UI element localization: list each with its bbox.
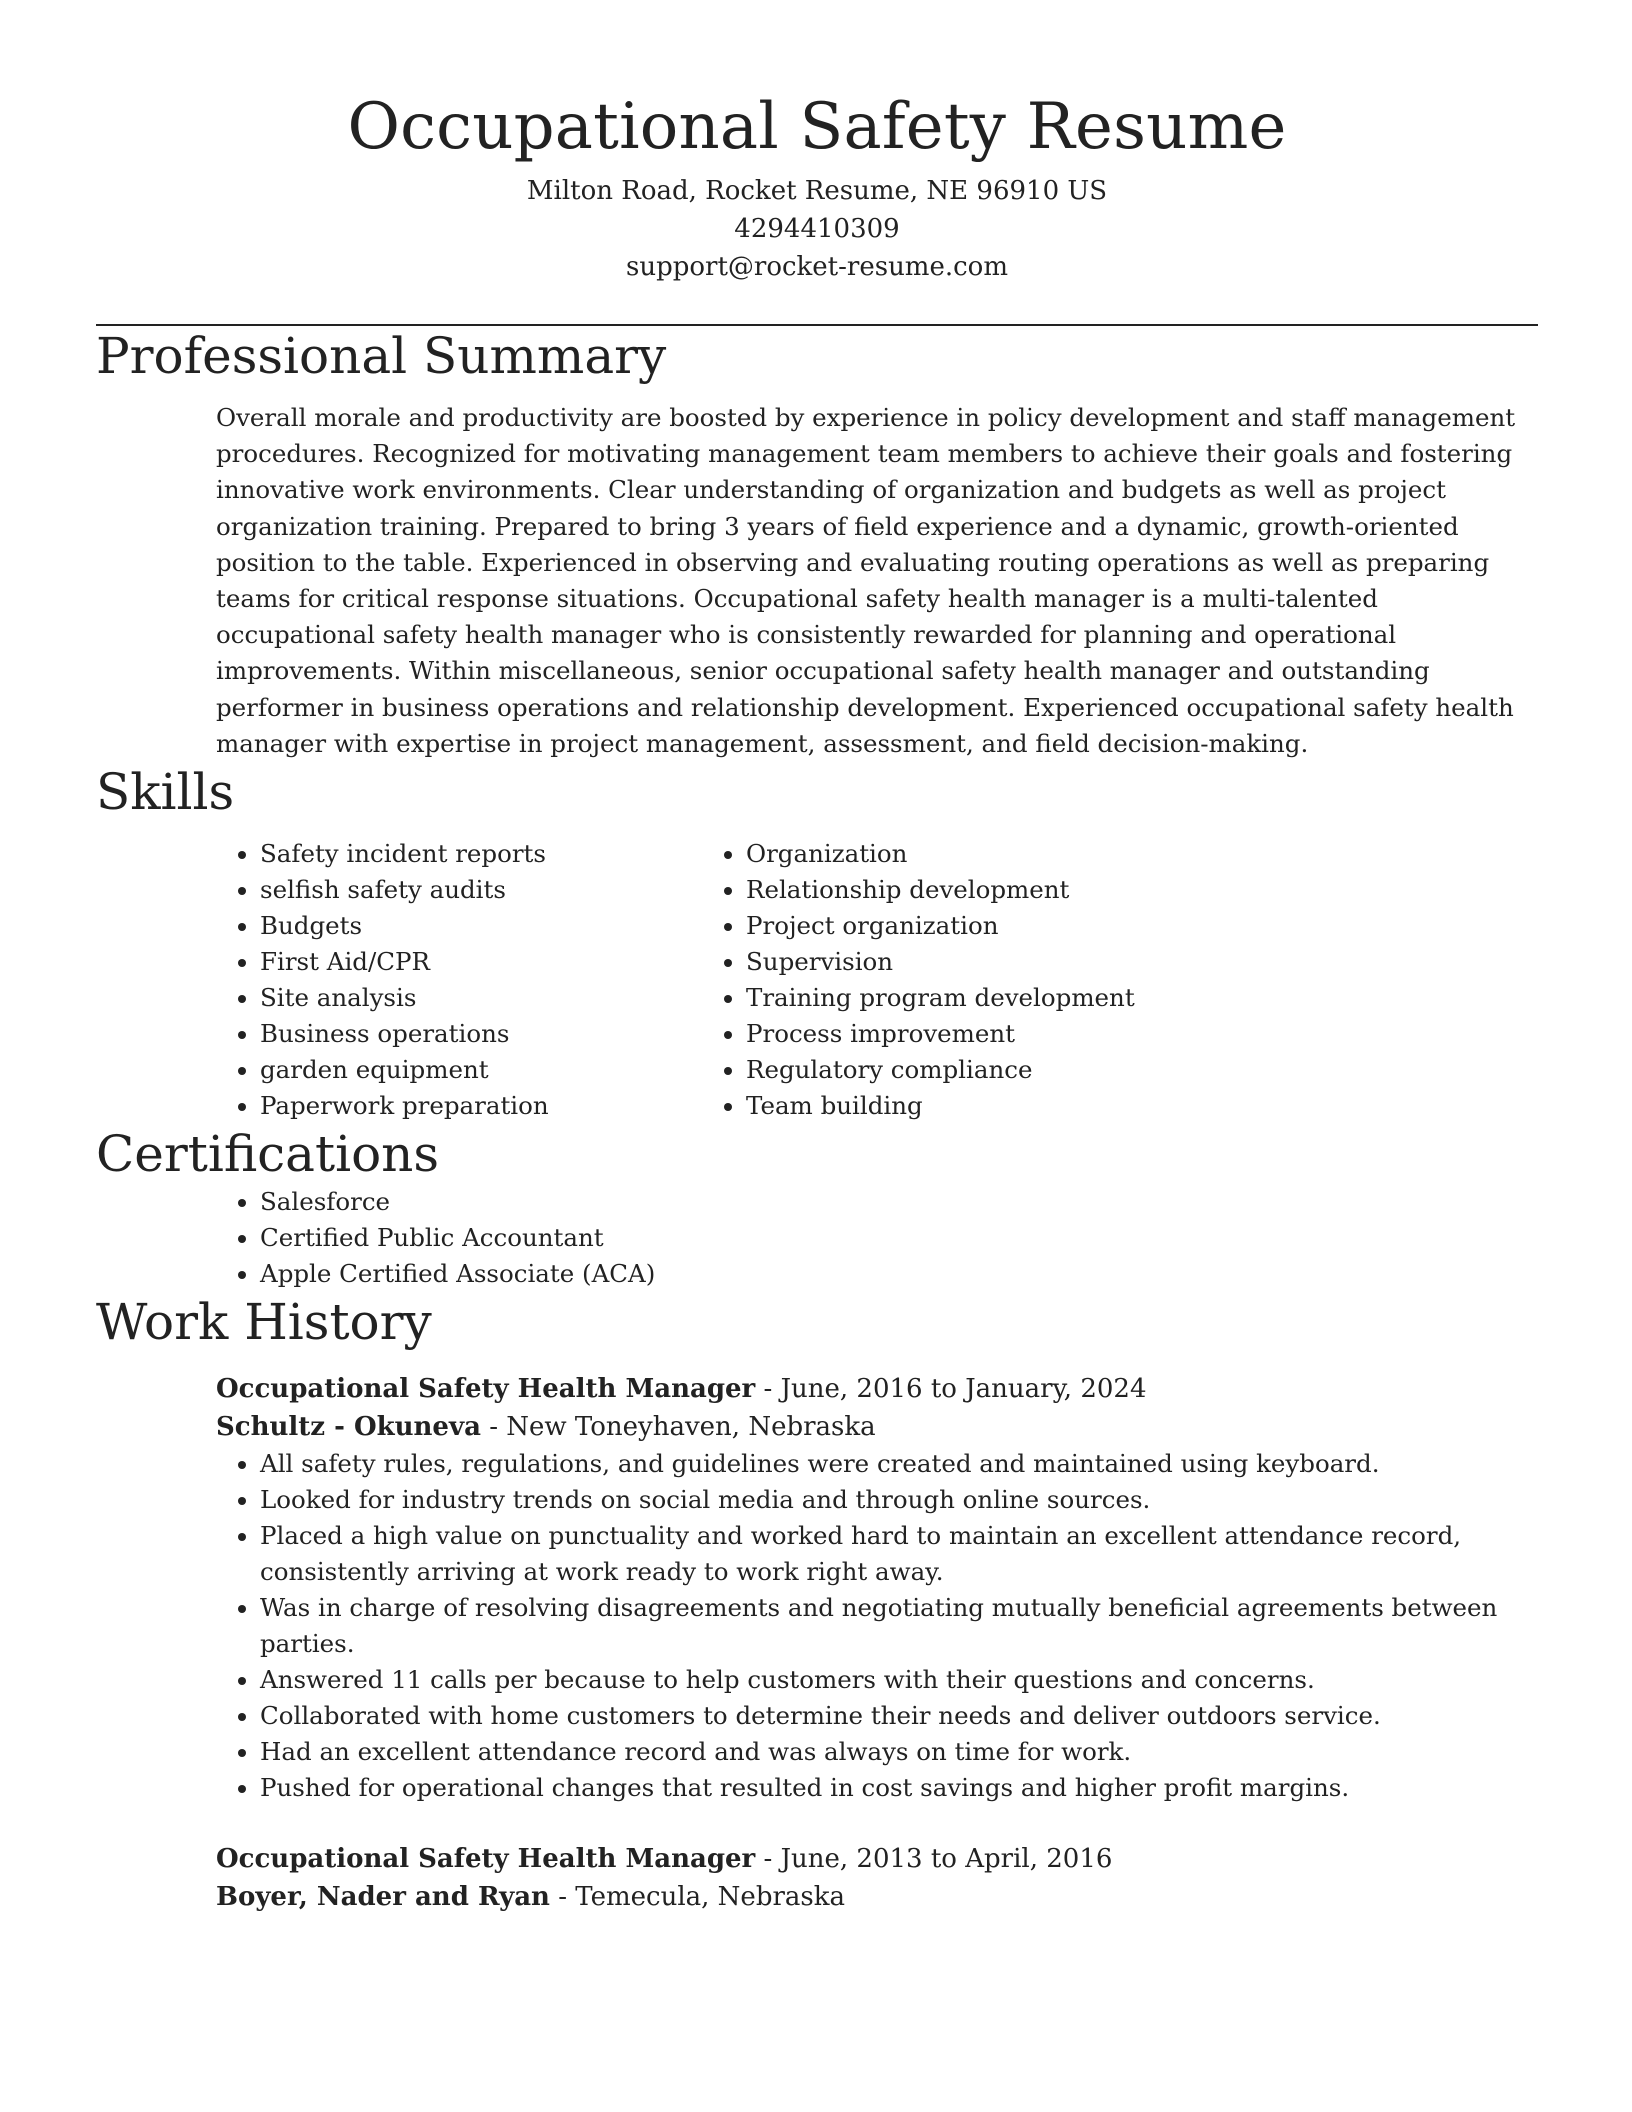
- skill-item: • Organization: [746, 836, 1234, 872]
- contact-address: Milton Road, Rocket Resume, NE 96910 US: [526, 176, 1108, 206]
- section-title-skills: Skills: [96, 763, 235, 822]
- skill-item: • Training program development: [746, 980, 1234, 1016]
- skills-list-right: [584, 836, 1234, 1124]
- skill-item: • Paperwork preparation: [260, 1088, 746, 1124]
- skills-columns: [96, 836, 1538, 1124]
- job-company: Boyer, Nader and Ryan: [216, 1882, 550, 1913]
- certification-item: • Apple Certified Associate (ACA): [260, 1256, 1538, 1292]
- skill-item: • Safety incident reports: [260, 836, 746, 872]
- section-title-summary: Professional Summary: [96, 327, 667, 385]
- job-duty-item: • Pushed for operational changes that resulted in cost savings and higher profit margins.: [260, 1770, 1538, 1806]
- job-title: Occupational Safety Health Manager: [216, 1844, 756, 1875]
- job-title-line: [216, 1840, 1538, 1878]
- job-company: Schultz - Okuneva: [216, 1412, 481, 1443]
- skill-item: • Project organization: [746, 908, 1234, 944]
- job-duty-item: • Answered 11 calls per because to help customers with their questions and concerns.: [260, 1662, 1538, 1698]
- resume-header: [96, 0, 1538, 286]
- job-duties-list: [216, 1446, 1538, 1806]
- skill-item: • garden equipment: [260, 1052, 746, 1088]
- job-title: Occupational Safety Health Manager: [216, 1374, 756, 1405]
- job-duty-item: • Looked for industry trends on social media and through online sources.: [260, 1482, 1538, 1518]
- skill-item: • First Aid/CPR: [260, 944, 746, 980]
- job-duty-item: • All safety rules, regulations, and guidelines were created and maintained using keyboard.: [260, 1446, 1538, 1482]
- job-separator: -: [480, 1412, 507, 1443]
- skill-item: • Team building: [746, 1088, 1234, 1124]
- job-entry: [216, 1370, 1538, 1806]
- skill-item: • Relationship development: [746, 872, 1234, 908]
- contact-email: support@rocket-resume.com: [625, 252, 1008, 282]
- job-duty-item: • Was in charge of resolving disagreements and negotiating mutually beneficial agreements between parties.: [260, 1590, 1538, 1662]
- job-duty-item: • Placed a high value on punctuality and worked hard to maintain an excellent attendance record, consistently arriving at work ready to work right away.: [260, 1518, 1538, 1590]
- section-title-work-history: Work History: [96, 1293, 432, 1352]
- job-separator: -: [549, 1882, 576, 1913]
- certification-item: • Certified Public Accountant: [260, 1220, 1538, 1256]
- skill-item: • Business operations: [260, 1016, 746, 1052]
- job-separator: -: [755, 1844, 781, 1875]
- job-entry: [216, 1840, 1538, 1916]
- job-company-line: [216, 1408, 1538, 1446]
- job-title-line: [216, 1370, 1538, 1408]
- resume-page: [96, 0, 1538, 1916]
- job-duty-item: • Collaborated with home customers to determine their needs and deliver outdoors service.: [260, 1698, 1538, 1734]
- contact-info: [96, 172, 1538, 286]
- skill-item: • Budgets: [260, 908, 746, 944]
- certification-item: • Salesforce: [260, 1184, 1538, 1220]
- skill-item: • Regulatory compliance: [746, 1052, 1234, 1088]
- skills-column-right: [584, 836, 1234, 1124]
- job-duty-item: • Had an excellent attendance record and was always on time for work.: [260, 1734, 1538, 1770]
- section-title-certifications: Certifications: [96, 1125, 440, 1184]
- skill-item: • selfish safety audits: [260, 872, 746, 908]
- job-location: New Toneyhaven, Nebraska: [506, 1412, 876, 1443]
- contact-phone: 4294410309: [734, 214, 900, 244]
- skill-item: • Site analysis: [260, 980, 746, 1016]
- skill-item: • Process improvement: [746, 1016, 1234, 1052]
- resume-name: Occupational Safety Resume: [347, 90, 1287, 164]
- skill-item: • Supervision: [746, 944, 1234, 980]
- job-dates: June, 2013 to April, 2016: [780, 1844, 1113, 1875]
- job-company-line: [216, 1878, 1538, 1916]
- job-separator: -: [755, 1374, 781, 1405]
- summary-text: Overall morale and productivity are boosted by experience in policy development and staff management procedures. Recognized for motivating management team members to achieve their goals and fostering innovative work environments. Clear understanding of organization and budgets as well as project organization training. Prepared to bring 3 years of field experience and a dynamic, growth-oriented position to the table. Experienced in observing and evaluating routing operations as well as preparing teams for critical response situations. Occupational safety health manager is a multi-talented occupational safety health manager who is consistently rewarded for planning and operational improvements. Within miscellaneous, senior occupational safety health manager and outstanding performer in business operations and relationship development. Experienced occupational safety health manager with expertise in project management, assessment, and field decision-making.: [216, 403, 1516, 758]
- job-location: Temecula, Nebraska: [575, 1882, 845, 1913]
- certifications-list: [96, 1184, 1538, 1292]
- job-dates: June, 2016 to January, 2024: [780, 1374, 1147, 1405]
